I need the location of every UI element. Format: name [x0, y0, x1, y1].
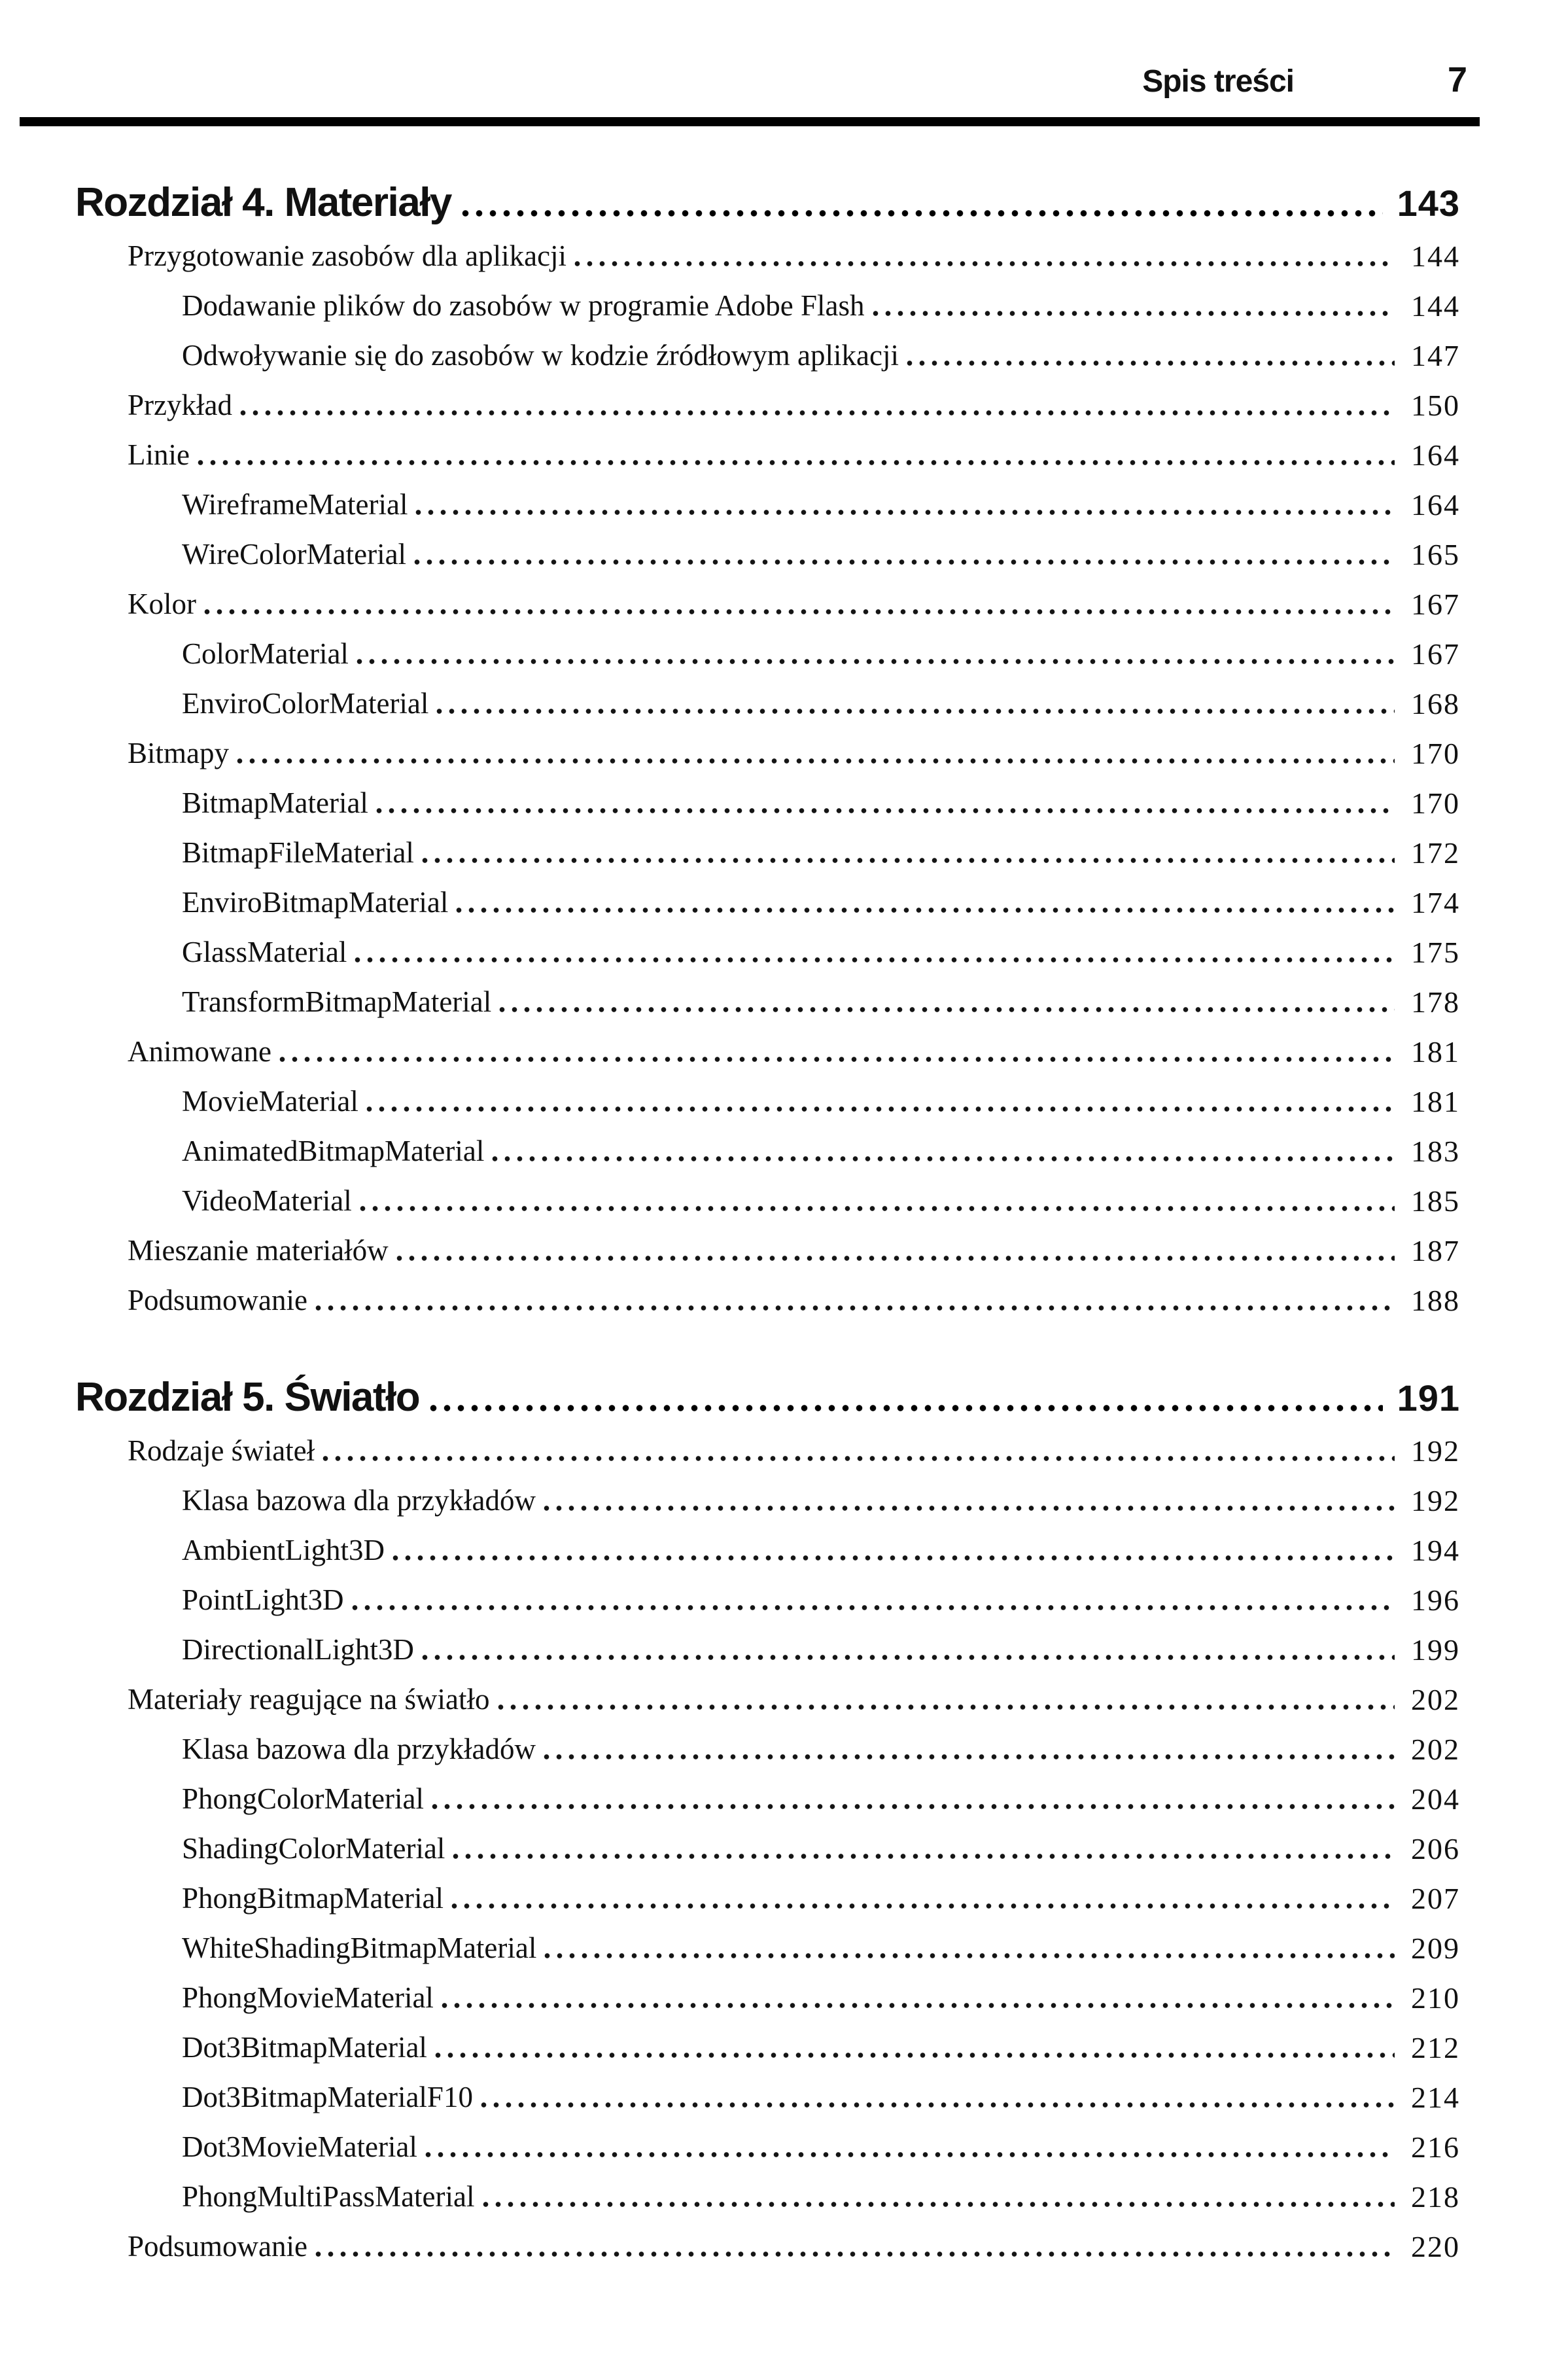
toc-entry-page-number: 202 — [1411, 1683, 1460, 1716]
dot-leader — [357, 658, 1395, 665]
toc-entry-page-number: 172 — [1411, 836, 1460, 870]
toc-entry-row — [75, 426, 1460, 476]
dot-leader — [432, 1803, 1395, 1810]
toc-entry-label: AmbientLight3D — [182, 1533, 385, 1566]
dot-leader — [499, 1006, 1395, 1014]
toc-entry-page-number: 170 — [1411, 737, 1460, 770]
toc-entry-label: Odwoływanie się do zasobów w kodzie źródłowym aplikacji — [182, 338, 899, 372]
toc-entry-row — [75, 1271, 1460, 1321]
toc-entry-row — [75, 1621, 1460, 1670]
running-head-title: Spis treści — [1142, 64, 1294, 99]
toc-entry-label: Dot3BitmapMaterialF10 — [182, 2080, 473, 2113]
toc-entry-row — [75, 1720, 1460, 1770]
toc-entry-label: Mieszanie materiałów — [128, 1233, 389, 1267]
toc-entry-page-number: 174 — [1411, 886, 1460, 919]
toc-entry-row — [75, 1969, 1460, 2019]
dot-leader — [352, 1604, 1395, 1612]
toc-entry-row — [75, 1869, 1460, 1919]
toc-entry-row — [75, 923, 1460, 973]
toc-entry-row — [75, 724, 1460, 774]
dot-leader — [425, 2151, 1395, 2159]
toc-entry-page-number: 204 — [1411, 1782, 1460, 1816]
dot-leader — [422, 856, 1395, 864]
toc-entry-row — [75, 1072, 1460, 1122]
dot-leader — [442, 2002, 1395, 2009]
dot-leader — [414, 558, 1395, 566]
dot-leader — [907, 359, 1395, 367]
toc-entry-row — [75, 1222, 1460, 1271]
toc-entry-label: DirectionalLight3D — [182, 1633, 414, 1666]
toc-entry-page-number: 202 — [1411, 1733, 1460, 1766]
toc-entry-row — [75, 625, 1460, 675]
toc-entry-label: WhiteShadingBitmapMaterial — [182, 1931, 537, 1964]
toc-entry-page-number: 194 — [1411, 1534, 1460, 1567]
toc-entry-row — [75, 525, 1460, 575]
dot-leader — [544, 1753, 1395, 1761]
toc-entry-row — [75, 774, 1460, 824]
toc-entry-row — [75, 675, 1460, 724]
toc-entry-row — [75, 2168, 1460, 2217]
toc-entry-row — [75, 327, 1460, 376]
toc-entry-row — [75, 1919, 1460, 1969]
toc-entry-page-number: 170 — [1411, 786, 1460, 820]
toc-entry-label: Animowane — [128, 1034, 271, 1068]
toc-entry-label: PhongColorMaterial — [182, 1782, 424, 1815]
toc-entry-page-number: 192 — [1411, 1484, 1460, 1517]
toc-entry-label: Bitmapy — [128, 736, 229, 769]
toc-entry-page-number: 181 — [1411, 1035, 1460, 1068]
dot-leader — [315, 1304, 1395, 1312]
toc-entry-label: GlassMaterial — [182, 935, 347, 968]
toc-entry-label: Klasa bazowa dla przykładów — [182, 1483, 536, 1517]
toc-entry-row — [75, 1472, 1460, 1521]
toc-entry-label: Podsumowanie — [128, 1283, 307, 1316]
toc-entry-page-number: 196 — [1411, 1583, 1460, 1617]
toc-entry-row — [75, 1770, 1460, 1820]
toc-entry-page-number: 167 — [1411, 588, 1460, 621]
chapter-title-row — [75, 1359, 1460, 1422]
dot-leader — [204, 608, 1395, 616]
dot-leader — [355, 956, 1395, 964]
toc-entry-row — [75, 575, 1460, 625]
toc-entry-page-number: 168 — [1411, 687, 1460, 720]
dot-leader — [240, 409, 1395, 417]
running-head-page-number: 7 — [1447, 60, 1467, 99]
toc-entry-page-number: 147 — [1411, 339, 1460, 372]
chapter-title: Rozdział 5. Światło — [75, 1375, 420, 1420]
toc-entry-label: Dodawanie plików do zasobów w programie Adobe Flash — [182, 289, 865, 322]
chapter-page-number: 191 — [1397, 1377, 1460, 1419]
toc-entry-row — [75, 2118, 1460, 2168]
toc-entry-page-number: 216 — [1411, 2130, 1460, 2164]
dot-leader — [544, 1952, 1395, 1960]
toc-entry-row — [75, 1670, 1460, 1720]
toc-entry-page-number: 207 — [1411, 1882, 1460, 1915]
toc-entry-label: PointLight3D — [182, 1583, 344, 1616]
toc-entry-row — [75, 1571, 1460, 1621]
dot-leader — [873, 309, 1395, 317]
toc-entry-page-number: 185 — [1411, 1184, 1460, 1218]
toc-entry-page-number: 165 — [1411, 538, 1460, 571]
toc-entry-page-number: 164 — [1411, 488, 1460, 521]
toc-entry-label: WireframeMaterial — [182, 487, 408, 521]
toc-entry-page-number: 206 — [1411, 1832, 1460, 1865]
dot-leader — [422, 1653, 1395, 1661]
toc-entry-label: Przygotowanie zasobów dla aplikacji — [128, 239, 567, 272]
dot-leader — [483, 2200, 1395, 2208]
toc-entry-label: WireColorMaterial — [182, 537, 407, 571]
toc-entry-page-number: 144 — [1411, 239, 1460, 273]
toc-entry-label: Kolor — [128, 587, 196, 620]
toc-entry-label: Rodzaje świateł — [128, 1434, 315, 1467]
dot-leader — [376, 807, 1395, 815]
running-head — [0, 0, 1568, 97]
toc-entry-label: BitmapFileMaterial — [182, 836, 414, 869]
dot-leader — [435, 2051, 1395, 2059]
toc-entry-label: ShadingColorMaterial — [182, 1831, 445, 1865]
dot-leader — [492, 1155, 1395, 1163]
dot-leader — [456, 906, 1395, 914]
dot-leader — [462, 209, 1383, 218]
dot-leader — [366, 1105, 1395, 1113]
toc-entry-page-number: 178 — [1411, 985, 1460, 1019]
toc-entry-label: Materiały reagujące na światło — [128, 1682, 490, 1716]
toc-entry-row — [75, 376, 1460, 426]
dot-leader — [315, 2250, 1395, 2258]
toc-entry-row — [75, 1023, 1460, 1072]
dot-leader — [498, 1703, 1395, 1711]
toc-entry-page-number: 181 — [1411, 1085, 1460, 1118]
toc-entry-label: Podsumowanie — [128, 2229, 307, 2263]
dot-leader — [279, 1055, 1395, 1063]
toc-entry-page-number: 210 — [1411, 1981, 1460, 2015]
toc-list — [0, 164, 1568, 2267]
toc-entry-label: BitmapMaterial — [182, 786, 368, 819]
toc-entry-label: VideoMaterial — [182, 1184, 352, 1217]
toc-entry-page-number: 144 — [1411, 289, 1460, 323]
toc-entry-page-number: 220 — [1411, 2230, 1460, 2263]
toc-entry-page-number: 164 — [1411, 438, 1460, 472]
dot-leader — [451, 1902, 1395, 1910]
toc-entry-label: MovieMaterial — [182, 1084, 358, 1118]
toc-entry-row — [75, 1820, 1460, 1869]
chapter-title: Rozdział 4. Materiały — [75, 180, 451, 225]
dot-leader — [360, 1205, 1395, 1212]
toc-entry-row — [75, 227, 1460, 277]
dot-leader — [237, 757, 1395, 765]
toc-entry-page-number: 199 — [1411, 1633, 1460, 1667]
dot-leader — [392, 1554, 1395, 1562]
toc-entry-page-number: 214 — [1411, 2081, 1460, 2114]
toc-entry-row — [75, 277, 1460, 327]
toc-entry-label: EnviroBitmapMaterial — [182, 885, 449, 919]
toc-entry-label: PhongMultiPassMaterial — [182, 2180, 475, 2213]
toc-entry-label: TransformBitmapMaterial — [182, 985, 492, 1018]
toc-entry-label: ColorMaterial — [182, 637, 349, 670]
toc-entry-row — [75, 1521, 1460, 1571]
toc-entry-label: Przykład — [128, 388, 232, 421]
toc-entry-label: Klasa bazowa dla przykładów — [182, 1732, 536, 1765]
toc-entry-row — [75, 476, 1460, 525]
dot-leader — [574, 260, 1395, 268]
toc-entry-row — [75, 2068, 1460, 2118]
toc-entry-row — [75, 824, 1460, 874]
dot-leader — [481, 2101, 1395, 2109]
toc-entry-page-number: 188 — [1411, 1284, 1460, 1317]
toc-entry-page-number: 209 — [1411, 1932, 1460, 1965]
toc-entry-label: EnviroColorMaterial — [182, 686, 429, 720]
dot-leader — [198, 459, 1395, 467]
toc-entry-page-number: 192 — [1411, 1434, 1460, 1468]
header-rule — [20, 117, 1480, 126]
toc-entry-label: Dot3MovieMaterial — [182, 2130, 417, 2163]
chapter-title-row — [75, 164, 1460, 227]
toc-entry-page-number: 218 — [1411, 2180, 1460, 2214]
toc-entry-row — [75, 2217, 1460, 2267]
toc-entry-page-number: 183 — [1411, 1135, 1460, 1168]
toc-entry-label: PhongMovieMaterial — [182, 1981, 434, 2014]
chapter-page-number: 143 — [1397, 183, 1460, 224]
dot-leader — [453, 1852, 1395, 1860]
dot-leader — [430, 1404, 1383, 1413]
toc-entry-page-number: 175 — [1411, 936, 1460, 969]
toc-entry-page-number: 167 — [1411, 637, 1460, 671]
toc-entry-row — [75, 1172, 1460, 1222]
toc-entry-row — [75, 1422, 1460, 1472]
toc-entry-label: AnimatedBitmapMaterial — [182, 1134, 485, 1167]
toc-entry-label: Dot3BitmapMaterial — [182, 2030, 427, 2064]
dot-leader — [436, 707, 1395, 715]
toc-entry-page-number: 150 — [1411, 389, 1460, 422]
toc-entry-label: Linie — [128, 438, 190, 471]
toc-entry-page-number: 187 — [1411, 1234, 1460, 1267]
toc-entry-row — [75, 973, 1460, 1023]
toc-entry-row — [75, 1122, 1460, 1172]
dot-leader — [544, 1504, 1395, 1512]
toc-entry-label: PhongBitmapMaterial — [182, 1881, 444, 1915]
dot-leader — [396, 1254, 1395, 1262]
toc-entry-row — [75, 2019, 1460, 2068]
toc-entry-page-number: 212 — [1411, 2031, 1460, 2064]
toc-entry-row — [75, 874, 1460, 923]
dot-leader — [322, 1455, 1395, 1462]
dot-leader — [415, 508, 1395, 516]
